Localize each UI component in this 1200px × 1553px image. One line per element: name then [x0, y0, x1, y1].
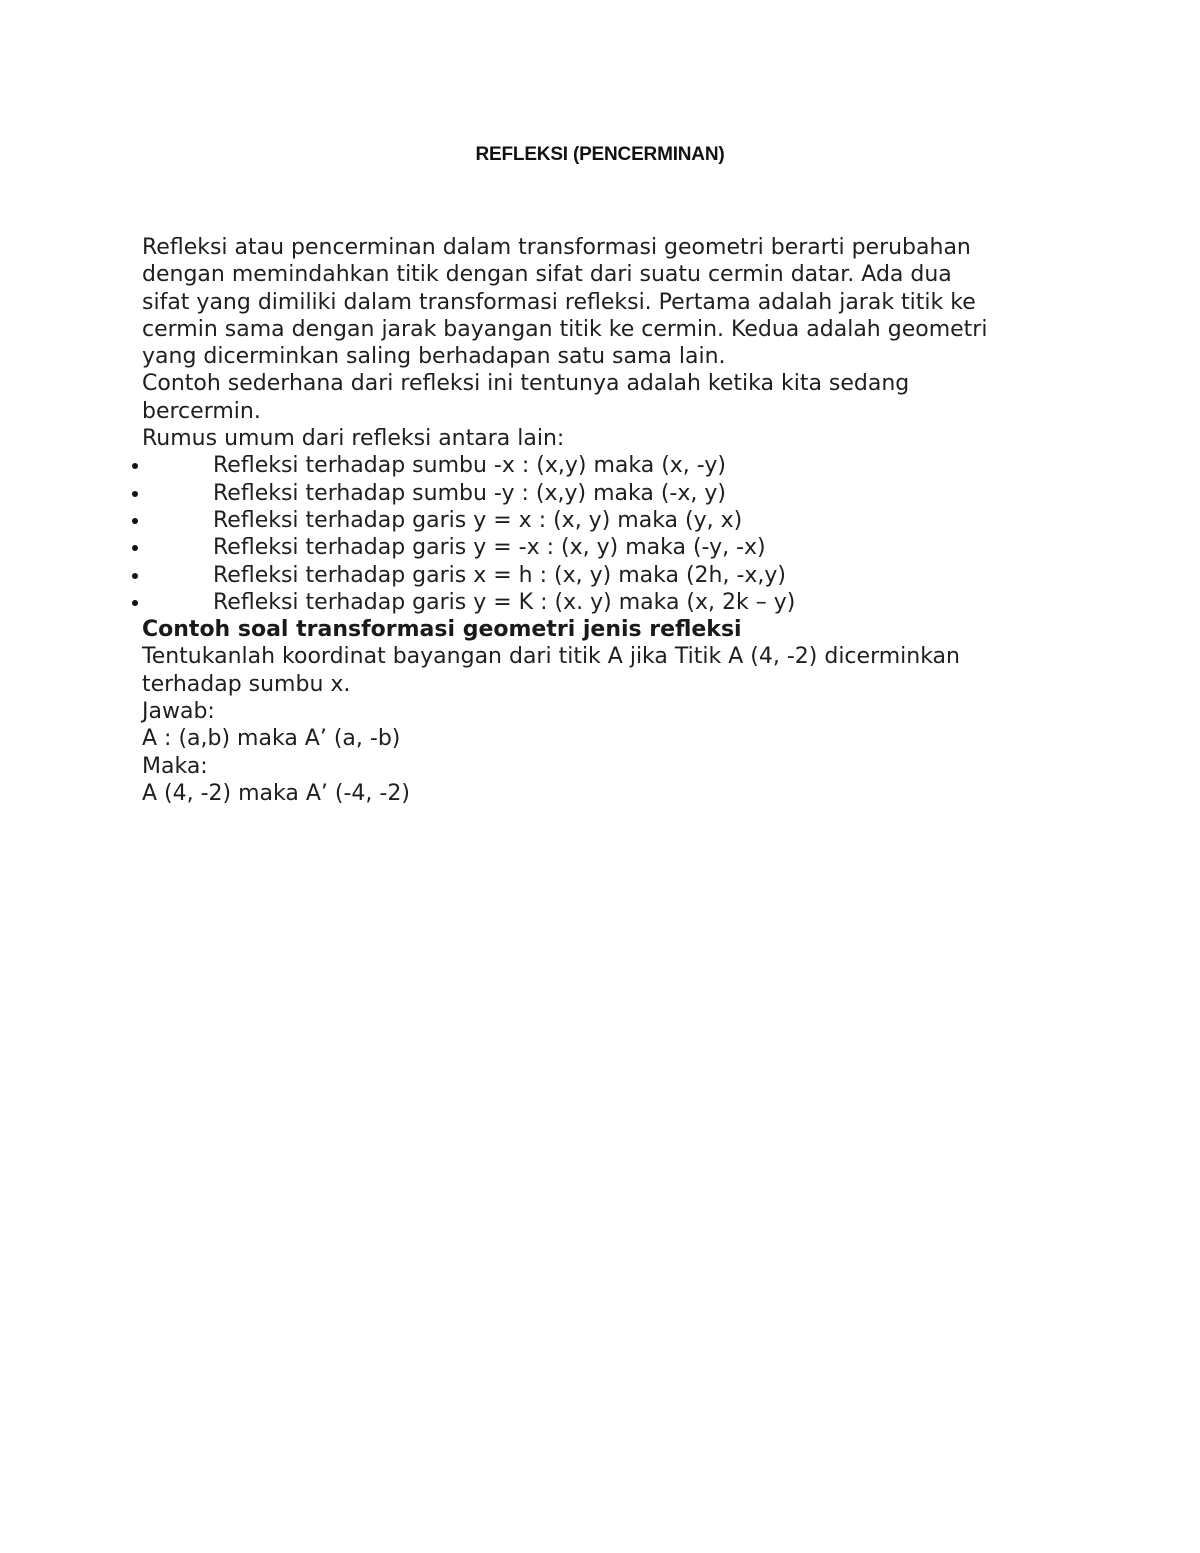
- formula-text: Refleksi terhadap garis y = K : (x. y) maka (x, 2k – y): [213, 589, 796, 615]
- answer-rule: A : (a,b) maka A’ (a, -b): [142, 726, 401, 752]
- example-line: bercermin.: [142, 398, 261, 424]
- formula-text: Refleksi terhadap sumbu -x : (x,y) maka (x, -y): [213, 453, 726, 479]
- formula-intro: Rumus umum dari refleksi antara lain:: [142, 426, 565, 452]
- question-line: terhadap sumbu x.: [142, 671, 351, 697]
- example-line: Contoh sederhana dari refleksi ini tentunya adalah ketika kita sedang: [142, 371, 910, 397]
- formula-text: Refleksi terhadap garis y = -x : (x, y) maka (-y, -x): [213, 535, 766, 561]
- bullet-icon: [132, 573, 138, 579]
- example-heading: Contoh soal transformasi geometri jenis refleksi: [142, 617, 742, 643]
- formula-text: Refleksi terhadap garis x = h : (x, y) maka (2h, -x,y): [213, 562, 787, 588]
- answer-label: Jawab:: [142, 699, 215, 725]
- then-label: Maka:: [142, 753, 208, 779]
- bullet-icon: [132, 600, 138, 606]
- formula-item: [142, 589, 1072, 616]
- document-title: REFLEKSI (PENCERMINAN): [475, 144, 725, 165]
- bullet-icon: [132, 518, 138, 524]
- formula-item: [142, 480, 1072, 507]
- formula-text: Refleksi terhadap garis y = x : (x, y) maka (y, x): [213, 507, 743, 533]
- intro-line: yang dicerminkan saling berhadapan satu sama lain.: [142, 344, 726, 370]
- question-line: Tentukanlah koordinat bayangan dari titik A jika Titik A (4, -2) dicerminkan: [142, 644, 960, 670]
- formula-text: Refleksi terhadap sumbu -y : (x,y) maka (-x, y): [213, 480, 726, 506]
- intro-line: dengan memindahkan titik dengan sifat dari suatu cermin datar. Ada dua: [142, 262, 952, 288]
- intro-line: cermin sama dengan jarak bayangan titik ke cermin. Kedua adalah geometri: [142, 316, 988, 342]
- answer-result: A (4, -2) maka A’ (-4, -2): [142, 780, 410, 806]
- formula-list: [142, 452, 1072, 616]
- formula-item: [142, 452, 1072, 479]
- bullet-icon: [132, 545, 138, 551]
- formula-item: [142, 534, 1072, 561]
- bullet-icon: [132, 491, 138, 497]
- formula-item: [142, 562, 1072, 589]
- formula-item: [142, 507, 1072, 534]
- bullet-icon: [132, 463, 138, 469]
- intro-line: Refleksi atau pencerminan dalam transformasi geometri berarti perubahan: [142, 235, 971, 260]
- document-body: [142, 234, 1072, 807]
- intro-line: sifat yang dimiliki dalam transformasi refleksi. Pertama adalah jarak titik ke: [142, 289, 976, 315]
